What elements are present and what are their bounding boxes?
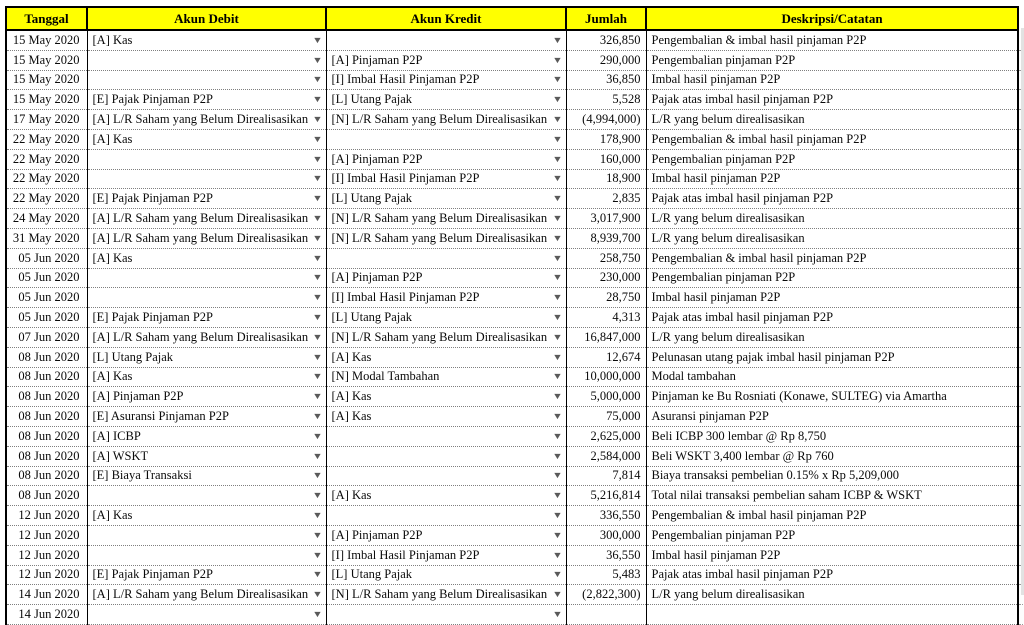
- cell-deskripsi[interactable]: Pengembalian & imbal hasil pinjaman P2P: [646, 30, 1018, 50]
- cell-jumlah[interactable]: 290,000: [566, 50, 646, 70]
- cell-deskripsi[interactable]: Pengembalian pinjaman P2P: [646, 268, 1018, 288]
- cell-tanggal[interactable]: 12 Jun 2020: [6, 565, 87, 585]
- cell-akun-debit[interactable]: [87, 367, 326, 387]
- cell-deskripsi[interactable]: Pengembalian & imbal hasil pinjaman P2P: [646, 506, 1018, 526]
- journal-row: [6, 545, 1024, 565]
- akun-kredit-value: [N] Modal Tambahan: [331, 369, 440, 384]
- akun-kredit-value: [A] Kas: [331, 349, 372, 364]
- journal-row: [6, 308, 1024, 328]
- journal-row: [6, 129, 1024, 149]
- dropdown-arrow-icon[interactable]: ▼: [551, 94, 563, 105]
- akun-debit-value: [A] Kas: [92, 369, 133, 384]
- akun-kredit-value: [L] Utang Pajak: [331, 191, 413, 206]
- akun-debit-value: [L] Utang Pajak: [92, 349, 174, 364]
- cell-tanggal[interactable]: 15 May 2020: [6, 90, 87, 110]
- cell-jumlah[interactable]: 326,850: [566, 30, 646, 50]
- dropdown-arrow-icon[interactable]: ▼: [551, 470, 563, 481]
- dropdown-arrow-icon[interactable]: ▼: [311, 391, 323, 402]
- dropdown-arrow-icon[interactable]: ▼: [551, 331, 563, 342]
- header-row: [6, 7, 1024, 30]
- cell-tanggal[interactable]: 08 Jun 2020: [6, 486, 87, 506]
- cell-tanggal[interactable]: 22 May 2020: [6, 169, 87, 189]
- cell-tanggal[interactable]: 22 May 2020: [6, 149, 87, 169]
- akun-debit-value: [A] L/R Saham yang Belum Direalisasikan: [92, 329, 309, 344]
- dropdown-arrow-icon[interactable]: ▼: [551, 351, 563, 362]
- dropdown-arrow-icon[interactable]: ▼: [551, 589, 563, 600]
- header-filler: [1018, 7, 1024, 30]
- cell-akun-kredit[interactable]: [326, 268, 566, 288]
- cell-akun-debit[interactable]: [87, 347, 326, 367]
- akun-debit-value: [E] Asuransi Pinjaman P2P: [92, 409, 229, 424]
- cell-akun-kredit[interactable]: [326, 545, 566, 565]
- cell-tanggal[interactable]: 14 Jun 2020: [6, 585, 87, 605]
- dropdown-arrow-icon[interactable]: ▼: [311, 74, 323, 85]
- cell-akun-debit[interactable]: [87, 169, 326, 189]
- cell-tanggal[interactable]: 15 May 2020: [6, 50, 87, 70]
- akun-kredit-value: [A] Pinjaman P2P: [331, 270, 423, 285]
- dropdown-arrow-icon[interactable]: ▼: [311, 272, 323, 283]
- dropdown-arrow-icon[interactable]: ▼: [311, 34, 323, 45]
- cell-jumlah[interactable]: 8,939,700: [566, 228, 646, 248]
- cell-deskripsi[interactable]: Total nilai transaksi pembelian saham ICBP & WSKT: [646, 486, 1018, 506]
- akun-kredit-value: [A] Kas: [331, 389, 372, 404]
- cell-akun-debit[interactable]: [87, 525, 326, 545]
- dropdown-arrow-icon[interactable]: ▼: [311, 371, 323, 382]
- cell-akun-kredit[interactable]: [326, 248, 566, 268]
- cell-deskripsi[interactable]: Pelunasan utang pajak imbal hasil pinjaman P2P: [646, 347, 1018, 367]
- cell-tanggal[interactable]: 12 Jun 2020: [6, 525, 87, 545]
- cell-akun-kredit[interactable]: [326, 90, 566, 110]
- journal-row: [6, 268, 1024, 288]
- journal-row: [6, 466, 1024, 486]
- dropdown-arrow-icon[interactable]: ▼: [551, 232, 563, 243]
- cell-jumlah[interactable]: 3,017,900: [566, 209, 646, 229]
- journal-row: [6, 565, 1024, 585]
- cell-akun-debit[interactable]: [87, 110, 326, 130]
- cell-akun-debit[interactable]: [87, 327, 326, 347]
- cell-akun-debit[interactable]: [87, 268, 326, 288]
- cell-akun-debit[interactable]: [87, 387, 326, 407]
- dropdown-arrow-icon[interactable]: ▼: [311, 292, 323, 303]
- cell-deskripsi[interactable]: Pengembalian pinjaman P2P: [646, 50, 1018, 70]
- akun-kredit-value: [A] Kas: [331, 409, 372, 424]
- dropdown-arrow-icon[interactable]: ▼: [311, 232, 323, 243]
- cell-tanggal[interactable]: 12 Jun 2020: [6, 506, 87, 526]
- cell-akun-debit[interactable]: [87, 50, 326, 70]
- dropdown-arrow-icon[interactable]: ▼: [311, 54, 323, 65]
- dropdown-arrow-icon[interactable]: ▼: [311, 173, 323, 184]
- cell-jumlah[interactable]: 5,528: [566, 90, 646, 110]
- cell-deskripsi[interactable]: L/R yang belum direalisasikan: [646, 228, 1018, 248]
- akun-debit-value: [E] Pajak Pinjaman P2P: [92, 567, 213, 582]
- cell-jumlah[interactable]: 336,550: [566, 506, 646, 526]
- dropdown-arrow-icon[interactable]: ▼: [551, 391, 563, 402]
- dropdown-arrow-icon[interactable]: ▼: [551, 371, 563, 382]
- cell-tanggal[interactable]: 08 Jun 2020: [6, 387, 87, 407]
- cell-jumlah[interactable]: 4,313: [566, 308, 646, 328]
- akun-kredit-value: [I] Imbal Hasil Pinjaman P2P: [331, 171, 480, 186]
- column-header-deskripsi[interactable]: Deskripsi/Catatan: [646, 7, 1018, 30]
- journal-row: [6, 228, 1024, 248]
- cell-akun-kredit[interactable]: [326, 525, 566, 545]
- cell-akun-kredit[interactable]: [326, 189, 566, 209]
- cell-jumlah[interactable]: 178,900: [566, 129, 646, 149]
- dropdown-arrow-icon[interactable]: ▼: [551, 153, 563, 164]
- cell-jumlah[interactable]: 230,000: [566, 268, 646, 288]
- journal-row: [6, 288, 1024, 308]
- dropdown-arrow-icon[interactable]: ▼: [311, 193, 323, 204]
- cell-tanggal[interactable]: 08 Jun 2020: [6, 347, 87, 367]
- cell-deskripsi[interactable]: Pengembalian pinjaman P2P: [646, 525, 1018, 545]
- dropdown-arrow-icon[interactable]: ▼: [311, 114, 323, 125]
- cell-akun-kredit[interactable]: [326, 506, 566, 526]
- akun-debit-value: [A] WSKT: [92, 448, 149, 463]
- dropdown-arrow-icon[interactable]: ▼: [551, 450, 563, 461]
- dropdown-arrow-icon[interactable]: ▼: [551, 569, 563, 580]
- cell-deskripsi[interactable]: Beli WSKT 3,400 lembar @ Rp 760: [646, 446, 1018, 466]
- dropdown-arrow-icon[interactable]: ▼: [311, 510, 323, 521]
- journal-row: [6, 30, 1024, 50]
- cell-akun-debit[interactable]: [87, 486, 326, 506]
- cell-tanggal[interactable]: 05 Jun 2020: [6, 288, 87, 308]
- cell-jumlah[interactable]: 16,847,000: [566, 327, 646, 347]
- journal-row: [6, 248, 1024, 268]
- cell-akun-kredit[interactable]: [326, 565, 566, 585]
- cell-akun-kredit[interactable]: [326, 327, 566, 347]
- journal-row: [6, 506, 1024, 526]
- cell-deskripsi[interactable]: Pajak atas imbal hasil pinjaman P2P: [646, 90, 1018, 110]
- cell-deskripsi[interactable]: Pajak atas imbal hasil pinjaman P2P: [646, 189, 1018, 209]
- journal-row: [6, 347, 1024, 367]
- cell-tanggal[interactable]: 08 Jun 2020: [6, 466, 87, 486]
- dropdown-arrow-icon[interactable]: ▼: [551, 272, 563, 283]
- dropdown-arrow-icon[interactable]: ▼: [551, 74, 563, 85]
- cell-tanggal[interactable]: 12 Jun 2020: [6, 545, 87, 565]
- cell-jumlah[interactable]: [566, 605, 646, 625]
- cell-jumlah[interactable]: 36,550: [566, 545, 646, 565]
- cell-akun-debit[interactable]: [87, 506, 326, 526]
- cell-akun-debit[interactable]: [87, 248, 326, 268]
- cell-akun-debit[interactable]: [87, 189, 326, 209]
- journal-row: [6, 486, 1024, 506]
- cell-akun-kredit[interactable]: [326, 605, 566, 625]
- cell-akun-debit[interactable]: [87, 149, 326, 169]
- dropdown-arrow-icon[interactable]: ▼: [311, 589, 323, 600]
- akun-debit-value: [E] Biaya Transaksi: [92, 468, 192, 483]
- cell-tanggal[interactable]: 24 May 2020: [6, 209, 87, 229]
- cell-jumlah[interactable]: 258,750: [566, 248, 646, 268]
- cell-jumlah[interactable]: 28,750: [566, 288, 646, 308]
- cell-filler: [1018, 605, 1024, 625]
- dropdown-arrow-icon[interactable]: ▼: [311, 569, 323, 580]
- akun-kredit-value: [N] L/R Saham yang Belum Direalisasikan: [331, 112, 548, 127]
- cell-akun-debit[interactable]: [87, 545, 326, 565]
- cell-akun-kredit[interactable]: [326, 387, 566, 407]
- cell-akun-kredit[interactable]: [326, 209, 566, 229]
- cell-akun-kredit[interactable]: [326, 129, 566, 149]
- cell-deskripsi[interactable]: L/R yang belum direalisasikan: [646, 110, 1018, 130]
- cell-jumlah[interactable]: 2,835: [566, 189, 646, 209]
- cell-deskripsi[interactable]: L/R yang belum direalisasikan: [646, 209, 1018, 229]
- akun-debit-value: [E] Pajak Pinjaman P2P: [92, 310, 213, 325]
- cell-jumlah[interactable]: 36,850: [566, 70, 646, 90]
- cell-akun-kredit[interactable]: [326, 486, 566, 506]
- dropdown-arrow-icon[interactable]: ▼: [311, 312, 323, 323]
- cell-akun-debit[interactable]: [87, 466, 326, 486]
- cell-deskripsi[interactable]: L/R yang belum direalisasikan: [646, 327, 1018, 347]
- cell-akun-kredit[interactable]: [326, 30, 566, 50]
- journal-row: [6, 169, 1024, 189]
- cell-akun-debit[interactable]: [87, 565, 326, 585]
- journal-row: [6, 90, 1024, 110]
- cell-deskripsi[interactable]: Biaya transaksi pembelian 0.15% x Rp 5,209,000: [646, 466, 1018, 486]
- journal-row: [6, 407, 1024, 427]
- cell-tanggal[interactable]: 07 Jun 2020: [6, 327, 87, 347]
- akun-debit-value: [A] Kas: [92, 131, 133, 146]
- cell-deskripsi[interactable]: Modal tambahan: [646, 367, 1018, 387]
- cell-jumlah[interactable]: 7,814: [566, 466, 646, 486]
- cell-jumlah[interactable]: 5,000,000: [566, 387, 646, 407]
- dropdown-arrow-icon[interactable]: ▼: [551, 430, 563, 441]
- cell-akun-debit[interactable]: [87, 288, 326, 308]
- dropdown-arrow-icon[interactable]: ▼: [551, 411, 563, 422]
- dropdown-arrow-icon[interactable]: ▼: [551, 114, 563, 125]
- cell-akun-debit[interactable]: [87, 90, 326, 110]
- cell-jumlah[interactable]: 12,674: [566, 347, 646, 367]
- cell-deskripsi[interactable]: Imbal hasil pinjaman P2P: [646, 70, 1018, 90]
- dropdown-arrow-icon[interactable]: ▼: [311, 450, 323, 461]
- journal-row: [6, 50, 1024, 70]
- cell-akun-debit[interactable]: [87, 605, 326, 625]
- akun-kredit-value: [N] L/R Saham yang Belum Direalisasikan: [331, 587, 548, 602]
- journal-row: [6, 446, 1024, 466]
- cell-deskripsi[interactable]: Pajak atas imbal hasil pinjaman P2P: [646, 565, 1018, 585]
- cell-akun-debit[interactable]: [87, 426, 326, 446]
- akun-kredit-value: [N] L/R Saham yang Belum Direalisasikan: [331, 329, 548, 344]
- cell-akun-kredit[interactable]: [326, 50, 566, 70]
- dropdown-arrow-icon[interactable]: ▼: [551, 193, 563, 204]
- dropdown-arrow-icon[interactable]: ▼: [311, 133, 323, 144]
- journal-row: [6, 327, 1024, 347]
- dropdown-arrow-icon[interactable]: ▼: [551, 529, 563, 540]
- cell-deskripsi[interactable]: L/R yang belum direalisasikan: [646, 585, 1018, 605]
- akun-kredit-value: [I] Imbal Hasil Pinjaman P2P: [331, 72, 480, 87]
- column-header-akun-debit[interactable]: Akun Debit: [87, 7, 326, 30]
- cell-deskripsi[interactable]: Pengembalian pinjaman P2P: [646, 149, 1018, 169]
- akun-kredit-value: [L] Utang Pajak: [331, 567, 413, 582]
- cell-jumlah[interactable]: 10,000,000: [566, 367, 646, 387]
- journal-row: [6, 367, 1024, 387]
- column-header-akun-kredit[interactable]: Akun Kredit: [326, 7, 566, 30]
- cell-akun-kredit[interactable]: [326, 407, 566, 427]
- cell-akun-kredit[interactable]: [326, 466, 566, 486]
- cell-akun-kredit[interactable]: [326, 288, 566, 308]
- cell-deskripsi[interactable]: Pinjaman ke Bu Rosniati (Konawe, SULTEG) via Amartha: [646, 387, 1018, 407]
- dropdown-arrow-icon[interactable]: ▼: [551, 252, 563, 263]
- cell-akun-debit[interactable]: [87, 209, 326, 229]
- dropdown-arrow-icon[interactable]: ▼: [551, 510, 563, 521]
- journal-spreadsheet: [5, 6, 1024, 625]
- dropdown-arrow-icon[interactable]: ▼: [311, 213, 323, 224]
- cell-deskripsi[interactable]: [646, 605, 1018, 625]
- dropdown-arrow-icon[interactable]: ▼: [551, 609, 563, 619]
- cell-deskripsi[interactable]: Pengembalian & imbal hasil pinjaman P2P: [646, 129, 1018, 149]
- cell-jumlah[interactable]: 160,000: [566, 149, 646, 169]
- akun-kredit-value: [I] Imbal Hasil Pinjaman P2P: [331, 547, 480, 562]
- cell-akun-kredit[interactable]: [326, 446, 566, 466]
- cell-tanggal[interactable]: 22 May 2020: [6, 189, 87, 209]
- journal-row: [6, 525, 1024, 545]
- akun-kredit-value: [N] L/R Saham yang Belum Direalisasikan: [331, 211, 548, 226]
- akun-kredit-value: [L] Utang Pajak: [331, 310, 413, 325]
- akun-kredit-value: [A] Pinjaman P2P: [331, 527, 423, 542]
- akun-debit-value: [A] L/R Saham yang Belum Direalisasikan: [92, 230, 309, 245]
- column-header-jumlah[interactable]: Jumlah: [566, 7, 646, 30]
- dropdown-arrow-icon[interactable]: ▼: [551, 173, 563, 184]
- cell-akun-kredit[interactable]: [326, 149, 566, 169]
- dropdown-arrow-icon[interactable]: ▼: [551, 54, 563, 65]
- dropdown-arrow-icon[interactable]: ▼: [551, 549, 563, 560]
- cell-jumlah[interactable]: (2,822,300): [566, 585, 646, 605]
- cell-tanggal[interactable]: 17 May 2020: [6, 110, 87, 130]
- journal-row: [6, 189, 1024, 209]
- dropdown-arrow-icon[interactable]: ▼: [311, 490, 323, 501]
- cell-deskripsi[interactable]: Pajak atas imbal hasil pinjaman P2P: [646, 308, 1018, 328]
- dropdown-arrow-icon[interactable]: ▼: [551, 133, 563, 144]
- cell-deskripsi[interactable]: Asuransi pinjaman P2P: [646, 407, 1018, 427]
- akun-kredit-value: [I] Imbal Hasil Pinjaman P2P: [331, 290, 480, 305]
- journal-row: [6, 110, 1024, 130]
- cell-jumlah[interactable]: 18,900: [566, 169, 646, 189]
- dropdown-arrow-icon[interactable]: ▼: [311, 94, 323, 105]
- cell-tanggal[interactable]: 15 May 2020: [6, 30, 87, 50]
- cell-jumlah[interactable]: (4,994,000): [566, 110, 646, 130]
- cell-deskripsi[interactable]: Beli ICBP 300 lembar @ Rp 8,750: [646, 426, 1018, 446]
- dropdown-arrow-icon[interactable]: ▼: [311, 430, 323, 441]
- akun-kredit-value: [A] Pinjaman P2P: [331, 151, 423, 166]
- cell-akun-kredit[interactable]: [326, 70, 566, 90]
- dropdown-arrow-icon[interactable]: ▼: [311, 529, 323, 540]
- cell-tanggal[interactable]: 05 Jun 2020: [6, 268, 87, 288]
- cell-akun-debit[interactable]: [87, 308, 326, 328]
- cell-jumlah[interactable]: 2,625,000: [566, 426, 646, 446]
- cell-akun-debit[interactable]: [87, 407, 326, 427]
- akun-debit-value: [A] Kas: [92, 32, 133, 47]
- cell-jumlah[interactable]: 5,216,814: [566, 486, 646, 506]
- akun-debit-value: [A] L/R Saham yang Belum Direalisasikan: [92, 211, 309, 226]
- dropdown-arrow-icon[interactable]: ▼: [311, 609, 323, 619]
- dropdown-arrow-icon[interactable]: ▼: [311, 411, 323, 422]
- journal-row: [6, 70, 1024, 90]
- dropdown-arrow-icon[interactable]: ▼: [311, 252, 323, 263]
- akun-kredit-value: [A] Pinjaman P2P: [331, 52, 423, 67]
- journal-row: [6, 387, 1024, 407]
- akun-debit-value: [E] Pajak Pinjaman P2P: [92, 191, 213, 206]
- dropdown-arrow-icon[interactable]: ▼: [311, 351, 323, 362]
- akun-debit-value: [A] L/R Saham yang Belum Direalisasikan: [92, 112, 309, 127]
- dropdown-arrow-icon[interactable]: ▼: [311, 331, 323, 342]
- cell-akun-kredit[interactable]: [326, 367, 566, 387]
- dropdown-arrow-icon[interactable]: ▼: [311, 153, 323, 164]
- cell-tanggal[interactable]: 22 May 2020: [6, 129, 87, 149]
- cell-tanggal[interactable]: 08 Jun 2020: [6, 446, 87, 466]
- cell-tanggal[interactable]: 08 Jun 2020: [6, 367, 87, 387]
- cell-akun-kredit[interactable]: [326, 308, 566, 328]
- cell-akun-debit[interactable]: [87, 129, 326, 149]
- dropdown-arrow-icon[interactable]: ▼: [551, 213, 563, 224]
- cell-tanggal[interactable]: 08 Jun 2020: [6, 426, 87, 446]
- column-header-tanggal[interactable]: Tanggal: [6, 7, 87, 30]
- journal-row: [6, 426, 1024, 446]
- dropdown-arrow-icon[interactable]: ▼: [311, 470, 323, 481]
- cell-jumlah[interactable]: 300,000: [566, 525, 646, 545]
- cell-tanggal[interactable]: 14 Jun 2020: [6, 605, 87, 625]
- dropdown-arrow-icon[interactable]: ▼: [311, 549, 323, 560]
- cell-akun-kredit[interactable]: [326, 228, 566, 248]
- dropdown-arrow-icon[interactable]: ▼: [551, 34, 563, 45]
- akun-kredit-value: [N] L/R Saham yang Belum Direalisasikan: [331, 230, 548, 245]
- cell-akun-kredit[interactable]: [326, 426, 566, 446]
- akun-debit-value: [A] ICBP: [92, 428, 141, 443]
- cell-jumlah[interactable]: 75,000: [566, 407, 646, 427]
- cell-akun-debit[interactable]: [87, 228, 326, 248]
- cell-tanggal[interactable]: 05 Jun 2020: [6, 308, 87, 328]
- cell-jumlah[interactable]: 2,584,000: [566, 446, 646, 466]
- dropdown-arrow-icon[interactable]: ▼: [551, 490, 563, 501]
- akun-kredit-value: [A] Kas: [331, 488, 372, 503]
- journal-row: [6, 605, 1024, 625]
- cell-akun-kredit[interactable]: [326, 347, 566, 367]
- cell-tanggal[interactable]: 05 Jun 2020: [6, 248, 87, 268]
- cell-deskripsi[interactable]: Imbal hasil pinjaman P2P: [646, 288, 1018, 308]
- journal-row: [6, 209, 1024, 229]
- cell-tanggal[interactable]: 31 May 2020: [6, 228, 87, 248]
- cell-akun-debit[interactable]: [87, 30, 326, 50]
- cell-akun-kredit[interactable]: [326, 110, 566, 130]
- cell-tanggal[interactable]: 15 May 2020: [6, 70, 87, 90]
- akun-debit-value: [E] Pajak Pinjaman P2P: [92, 92, 213, 107]
- akun-kredit-value: [L] Utang Pajak: [331, 92, 413, 107]
- cell-deskripsi[interactable]: Imbal hasil pinjaman P2P: [646, 169, 1018, 189]
- cell-akun-kredit[interactable]: [326, 169, 566, 189]
- dropdown-arrow-icon[interactable]: ▼: [551, 312, 563, 323]
- cell-deskripsi[interactable]: Pengembalian & imbal hasil pinjaman P2P: [646, 248, 1018, 268]
- cell-jumlah[interactable]: 5,483: [566, 565, 646, 585]
- cell-deskripsi[interactable]: Imbal hasil pinjaman P2P: [646, 545, 1018, 565]
- akun-debit-value: [A] L/R Saham yang Belum Direalisasikan: [92, 587, 309, 602]
- cell-akun-debit[interactable]: [87, 446, 326, 466]
- cell-akun-debit[interactable]: [87, 70, 326, 90]
- cell-tanggal[interactable]: 08 Jun 2020: [6, 407, 87, 427]
- journal-table: [5, 6, 1024, 625]
- journal-row: [6, 149, 1024, 169]
- akun-debit-value: [A] Kas: [92, 508, 133, 523]
- akun-debit-value: [A] Kas: [92, 250, 133, 265]
- akun-debit-value: [A] Pinjaman P2P: [92, 389, 184, 404]
- dropdown-arrow-icon[interactable]: ▼: [551, 292, 563, 303]
